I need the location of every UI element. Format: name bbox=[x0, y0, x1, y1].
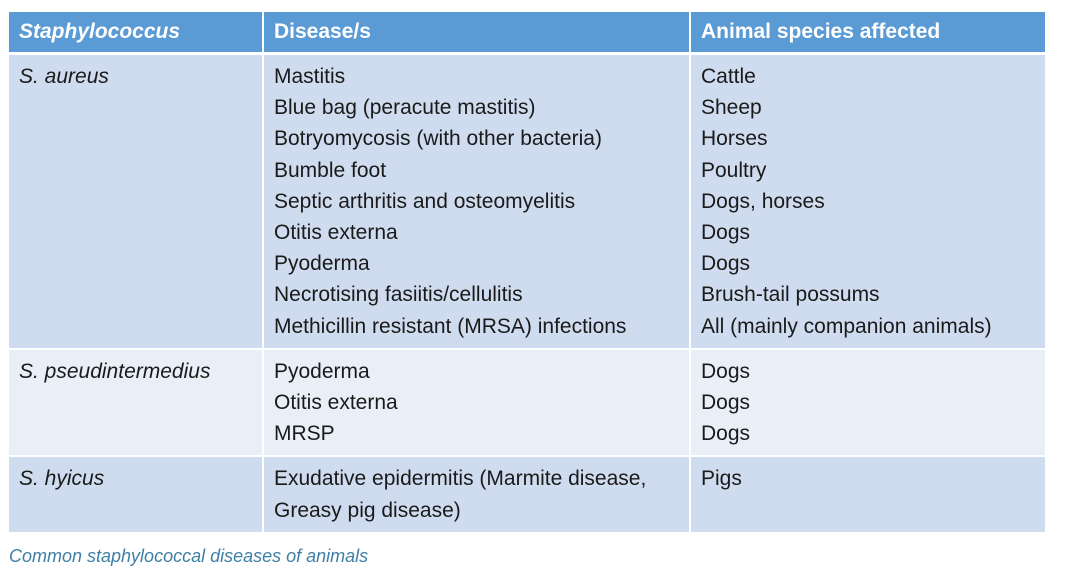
species-cell: S. hyicus bbox=[9, 456, 263, 532]
animal-item: Poultry bbox=[701, 158, 767, 182]
animal-item: Dogs, horses bbox=[701, 189, 825, 213]
animal-item: Dogs bbox=[701, 391, 751, 415]
diseases-cell bbox=[263, 54, 690, 349]
animal-item: Brush-tail possums bbox=[701, 283, 880, 307]
disease-item: Exudative epidermitis (Marmite disease, Greasy pig disease) bbox=[274, 467, 647, 522]
animal-item: Dogs bbox=[701, 252, 751, 276]
animals-cell bbox=[690, 54, 1045, 349]
table-header-row bbox=[9, 12, 1045, 54]
disease-item: Mastitis bbox=[274, 65, 346, 88]
disease-item: Otitis externa bbox=[274, 391, 398, 415]
disease-item: MRSP bbox=[274, 422, 335, 446]
animal-item: Dogs bbox=[701, 221, 751, 245]
disease-table-container bbox=[9, 12, 1045, 534]
table-row bbox=[9, 456, 1045, 532]
disease-item: Otitis externa bbox=[274, 221, 398, 245]
disease-item: Necrotising fasiitis/cellulitis bbox=[274, 283, 523, 307]
animal-item: Dogs bbox=[701, 422, 751, 446]
table-row bbox=[9, 54, 1045, 349]
animals-cell bbox=[690, 349, 1045, 457]
animal-item: Horses bbox=[701, 127, 768, 151]
diseases-cell bbox=[263, 349, 690, 457]
animals-cell bbox=[690, 456, 1045, 532]
animal-item: Dogs bbox=[701, 359, 751, 383]
disease-item: Pyoderma bbox=[274, 359, 370, 383]
staph-disease-table bbox=[9, 12, 1045, 534]
diseases-cell bbox=[263, 456, 690, 532]
animal-item: Sheep bbox=[701, 96, 762, 120]
header-diseases: Disease/s bbox=[263, 12, 690, 54]
species-cell: S. aureus bbox=[9, 54, 263, 349]
disease-item: Bumble foot bbox=[274, 158, 387, 182]
header-staphylococcus: Staphylococcus bbox=[9, 12, 263, 54]
animal-item: All (mainly companion animals) bbox=[701, 314, 992, 338]
disease-item: Pyoderma bbox=[274, 252, 370, 276]
header-animal-species: Animal species affected bbox=[690, 12, 1045, 54]
table-row bbox=[9, 349, 1045, 457]
disease-item: Methicillin resistant (MRSA) infections bbox=[274, 314, 627, 338]
species-cell: S. pseudintermedius bbox=[9, 349, 263, 457]
animal-item: Cattle bbox=[701, 65, 756, 88]
animal-item: Pigs bbox=[701, 467, 742, 491]
disease-item: Septic arthritis and osteomyelitis bbox=[274, 189, 576, 213]
disease-item: Botryomycosis (with other bacteria) bbox=[274, 127, 602, 151]
disease-item: Blue bag (peracute mastitis) bbox=[274, 96, 536, 120]
table-caption: Common staphylococcal diseases of animals bbox=[9, 546, 369, 566]
